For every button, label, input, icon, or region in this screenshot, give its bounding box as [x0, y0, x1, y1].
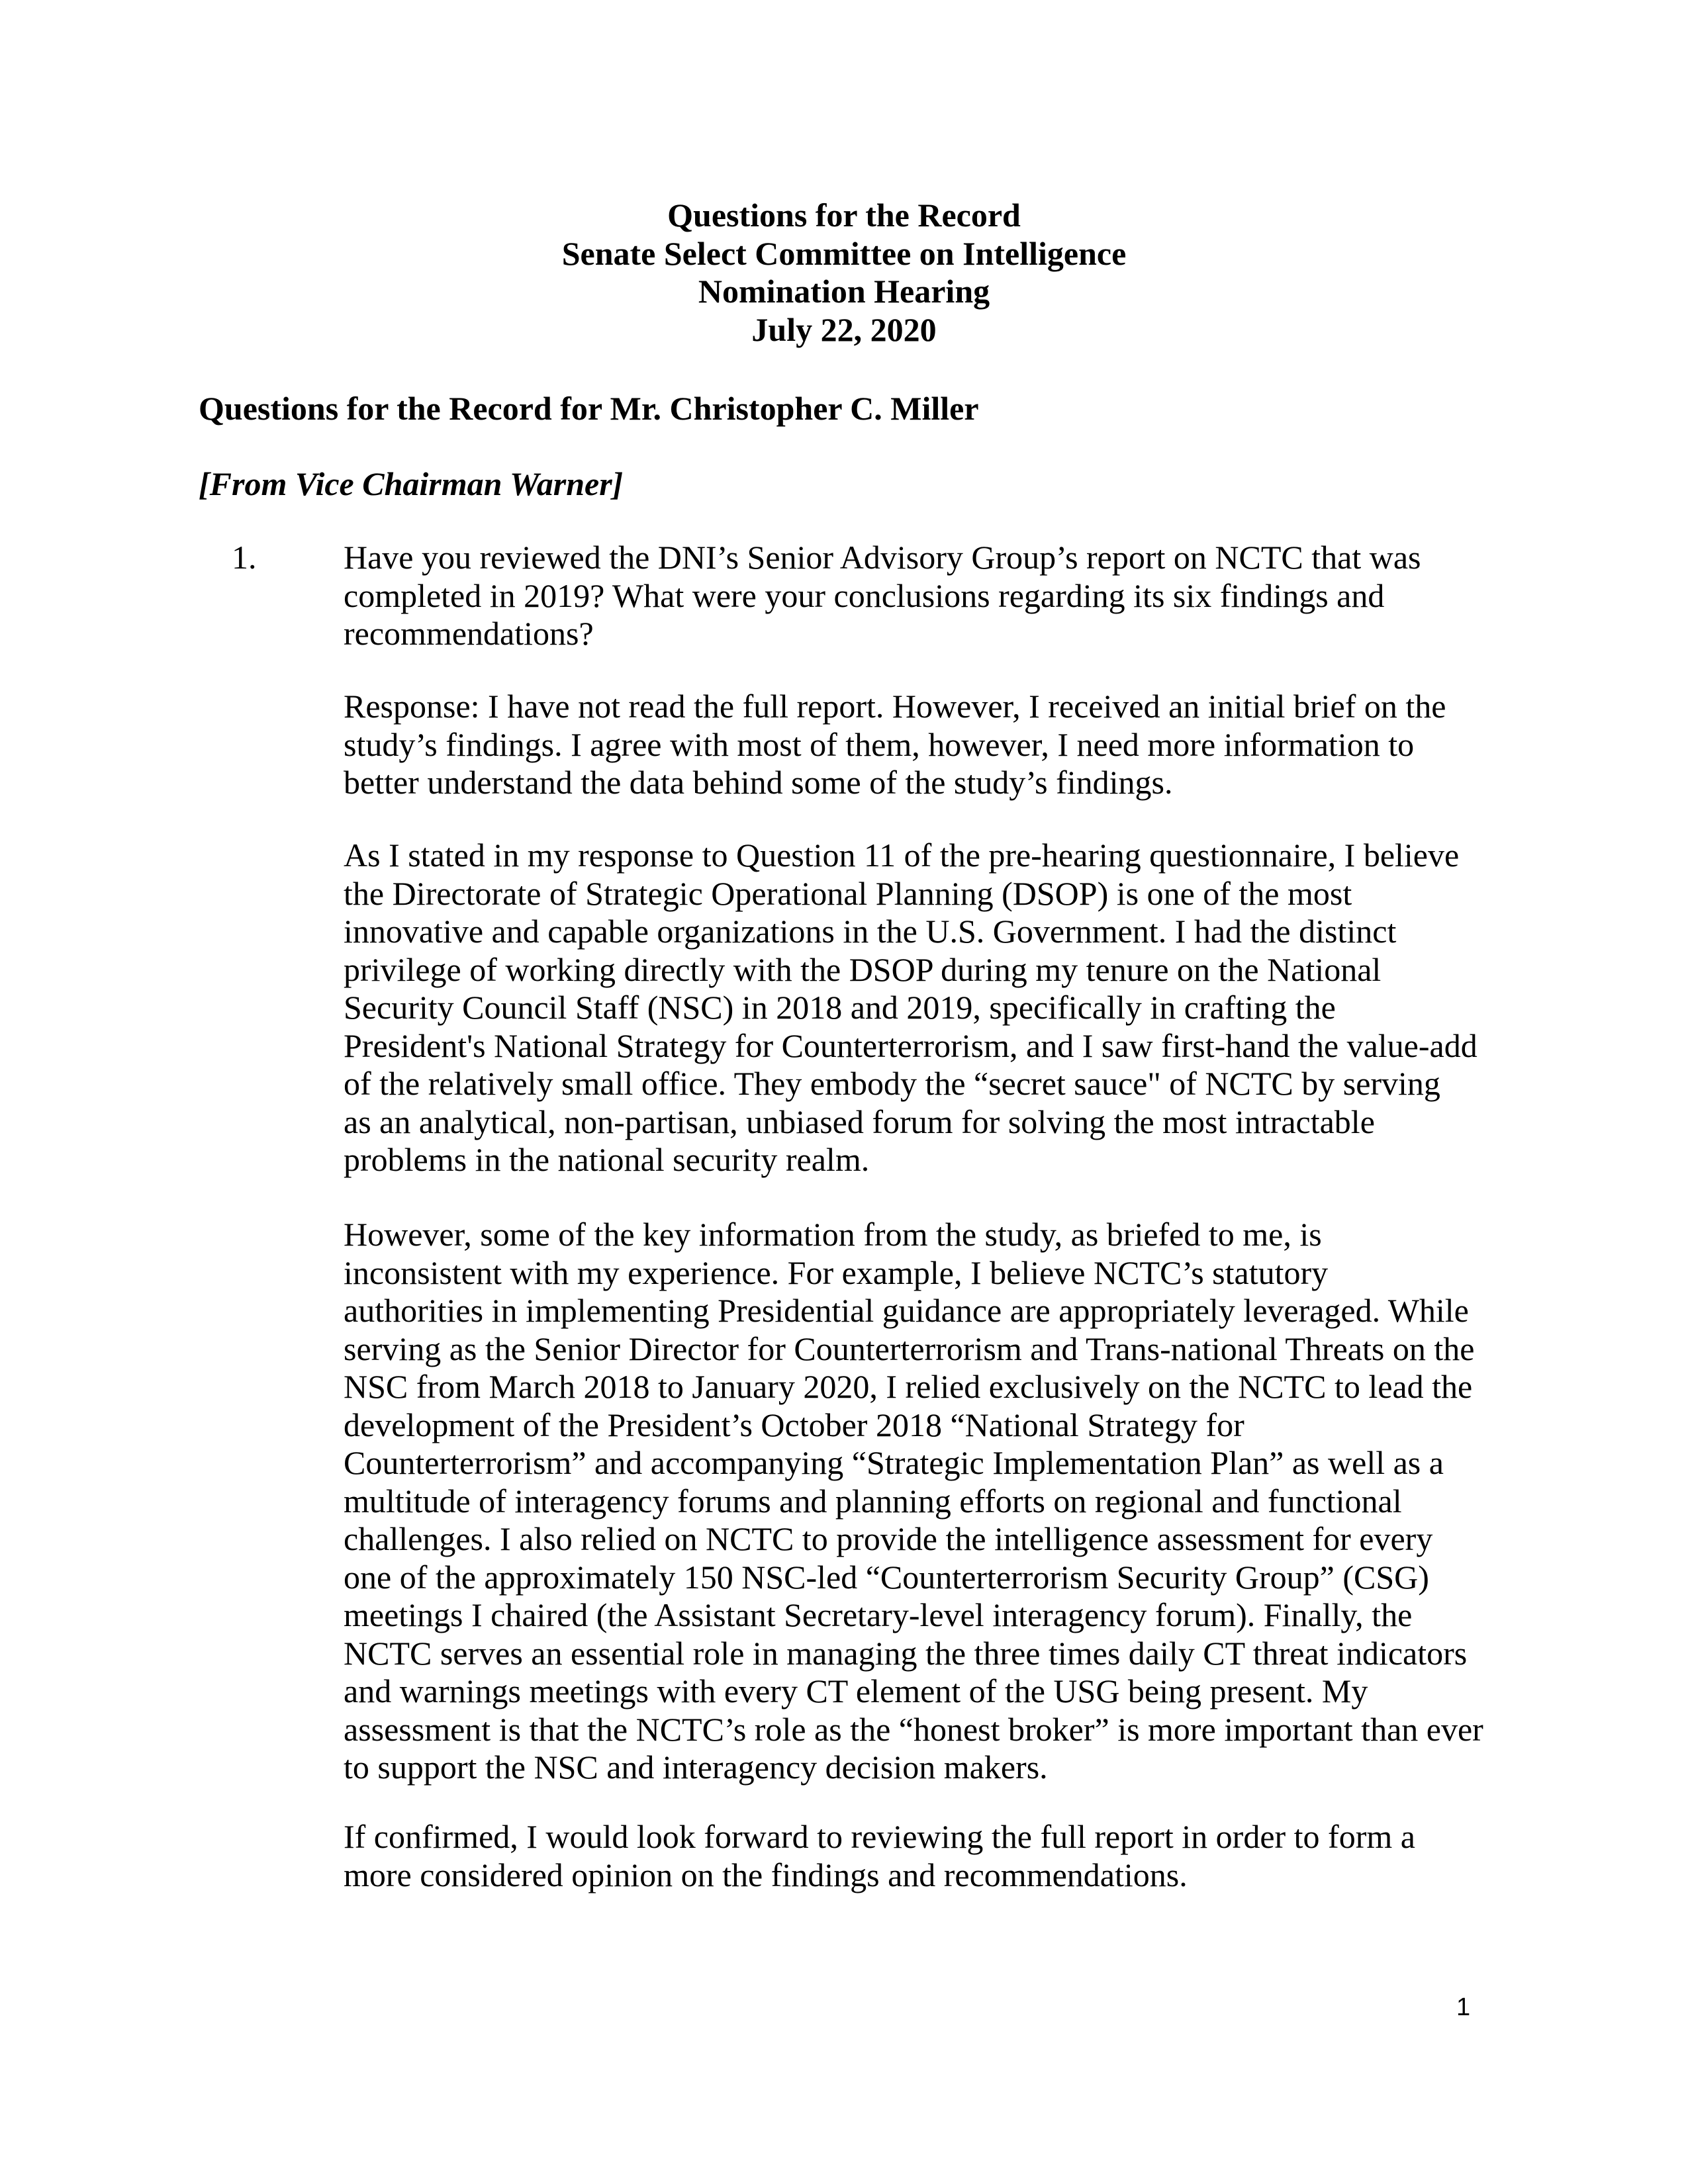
text-line: authorities in implementing Presidential guidance are appropriately leveraged. While [344, 1292, 1469, 1329]
question-number: 1. [232, 539, 257, 576]
text-line: as an analytical, non-partisan, unbiased forum for solving the most intractable [344, 1103, 1375, 1140]
text-line: better understand the data behind some of the study’s findings. [344, 764, 1173, 801]
dsop-paragraph [344, 837, 1477, 1179]
text-line: innovative and capable organizations in the U.S. Government. I had the distinct [344, 913, 1397, 950]
text-line: development of the President’s October 2018 “National Strategy for [344, 1406, 1244, 1443]
text-line: Response: I have not read the full report. However, I received an initial brief on the [344, 688, 1446, 725]
text-line: to support the NSC and interagency decision makers. [344, 1749, 1048, 1786]
text-line: one of the approximately 150 NSC-led “Counterterrorism Security Group” (CSG) [344, 1558, 1429, 1596]
text-line: As I stated in my response to Question 11 of the pre-hearing questionnaire, I believe [344, 837, 1460, 874]
text-line: NSC from March 2018 to January 2020, I relied exclusively on the NCTC to lead the [344, 1368, 1473, 1405]
text-line: serving as the Senior Director for Counterterrorism and Trans-national Threats on the [344, 1330, 1475, 1367]
text-line: President's National Strategy for Counterterrorism, and I saw first-hand the value-add [344, 1026, 1477, 1064]
text-line: challenges. I also relied on NCTC to provide the intelligence assessment for every [344, 1520, 1433, 1557]
text-line: Have you reviewed the DNI’s Senior Advisory Group’s report on NCTC that was [344, 539, 1421, 576]
text-line: inconsistent with my experience. For example, I believe NCTC’s statutory [344, 1253, 1329, 1291]
text-line: Security Council Staff (NSC) in 2018 and 2019, specifically in crafting the [344, 989, 1336, 1026]
text-line: assessment is that the NCTC’s role as the “honest broker” is more important than ever [344, 1710, 1483, 1748]
from-label: [From Vice Chairman Warner] [199, 465, 624, 502]
text-line: July 22, 2020 [751, 310, 937, 348]
text-line: of the relatively small office. They embody the “secret sauce" of NCTC by serving [344, 1065, 1440, 1102]
text-line: more considered opinion on the findings and recommendations. [344, 1856, 1188, 1893]
text-line: the Directorate of Strategic Operational Planning (DSOP) is one of the most [344, 874, 1352, 912]
response-paragraph [344, 688, 1446, 802]
text-line: study’s findings. I agree with most of them, however, I need more information to [344, 725, 1415, 763]
text-line: Senate Select Committee on Intelligence [561, 234, 1127, 272]
closing-paragraph [344, 1818, 1415, 1894]
text-line: meetings I chaired (the Assistant Secretary-level interagency forum). Finally, the [344, 1596, 1413, 1633]
experience-paragraph [344, 1216, 1483, 1787]
text-line: If confirmed, I would look forward to reviewing the full report in order to form a [344, 1818, 1415, 1855]
page-number: 1 [1456, 1993, 1471, 2021]
text-line: and warnings meetings with every CT element of the USG being present. My [344, 1672, 1368, 1709]
text-line: privilege of working directly with the DSOP during my tenure on the National [344, 950, 1382, 988]
text-line: Counterterrorism” and accompanying “Strategic Implementation Plan” as well as a [344, 1444, 1444, 1481]
text-line: Nomination Hearing [698, 273, 990, 310]
document-header [0, 197, 1688, 349]
text-line: completed in 2019? What were your conclusions regarding its six findings and [344, 576, 1385, 614]
section-title: Questions for the Record for Mr. Christopher C. Miller [199, 390, 979, 427]
text-line: Questions for the Record [667, 197, 1021, 234]
text-line: problems in the national security realm. [344, 1141, 870, 1178]
text-line: recommendations? [344, 615, 594, 652]
text-line: However, some of the key information from the study, as briefed to me, is [344, 1216, 1322, 1253]
text-line: NCTC serves an essential role in managing the three times daily CT threat indicators [344, 1634, 1468, 1672]
question-text [344, 539, 1421, 653]
text-line: multitude of interagency forums and planning efforts on regional and functional [344, 1482, 1402, 1520]
